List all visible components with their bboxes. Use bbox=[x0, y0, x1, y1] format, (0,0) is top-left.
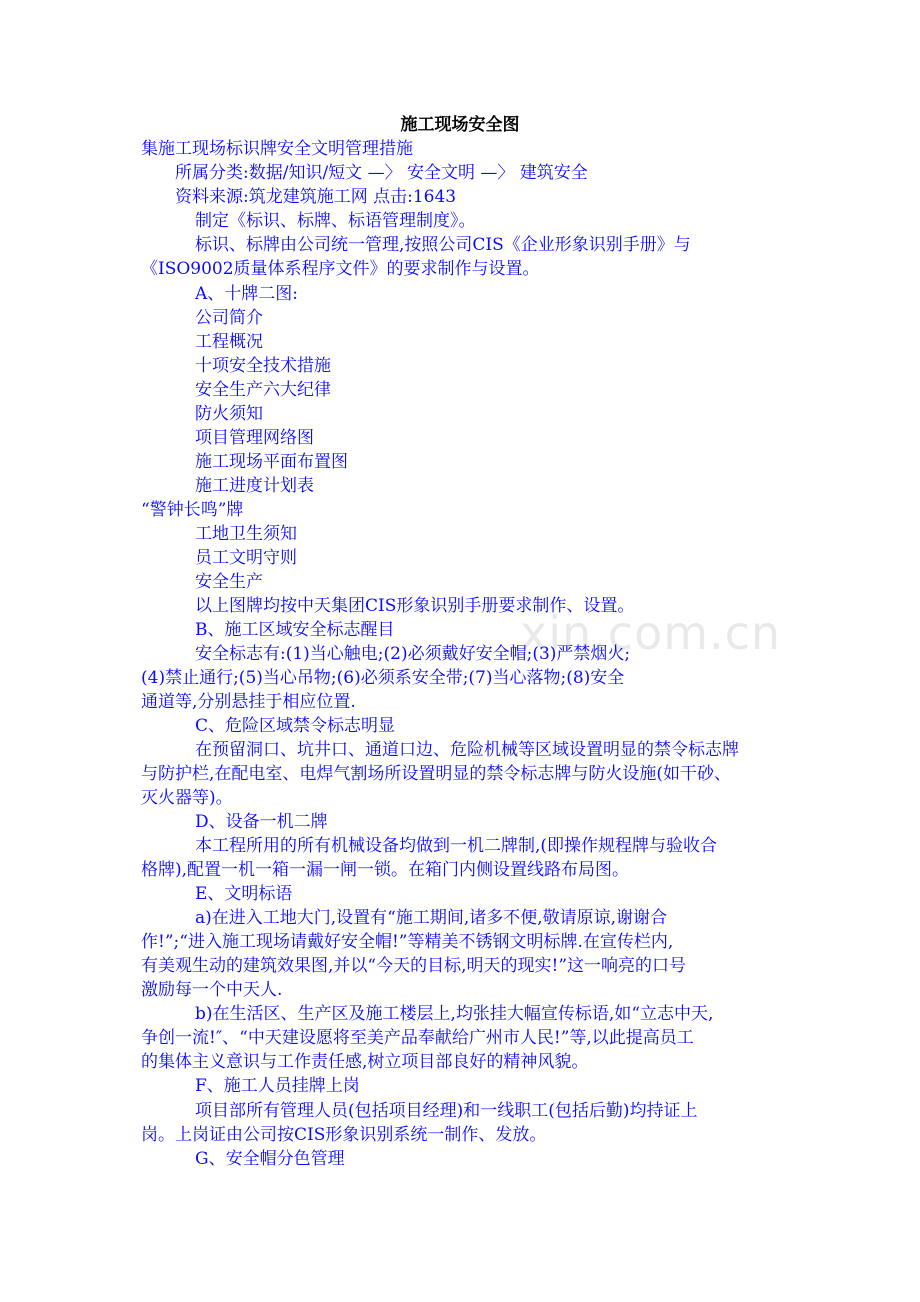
doc-line: 作!”;“进入施工现场请戴好安全帽!”等精美不锈钢文明标牌.在宣传栏内, bbox=[141, 932, 674, 952]
doc-line: 工程概况 bbox=[195, 332, 263, 352]
doc-line: 争创一流!″、“中天建设愿将至美产品奉献给广州市人民!”等,以此提高员工 bbox=[141, 1028, 694, 1048]
doc-line: 《ISO9002质量体系程序文件》的要求制作与设置。 bbox=[141, 259, 540, 279]
doc-line: 项目部所有管理人员(包括项目经理)和一线职工(包括后勤)均持证上 bbox=[195, 1101, 698, 1121]
doc-line: A、十牌二图: bbox=[195, 284, 299, 304]
doc-line: 格牌),配置一机一箱一漏一闸一锁。在箱门内侧设置线路布局图。 bbox=[141, 860, 630, 880]
doc-line: 公司简介 bbox=[195, 308, 263, 328]
doc-line: 在预留洞口、坑井口、通道口边、危险机械等区域设置明显的禁令标志牌 bbox=[195, 740, 739, 760]
doc-line: G、安全帽分色管理 bbox=[195, 1149, 345, 1169]
doc-line: 施工进度计划表 bbox=[195, 476, 314, 496]
doc-line: 本工程所用的所有机械设备均做到一机二牌制,(即操作规程牌与验收合 bbox=[195, 836, 718, 856]
doc-line: 灭火器等)。 bbox=[141, 788, 233, 808]
doc-line: 与防护栏,在配电室、电焊气割场所设置明显的禁令标志牌与防火设施(如干砂、 bbox=[141, 764, 732, 784]
doc-line: 以上图牌均按中天集团CIS形象识别手册要求制作、设置。 bbox=[195, 596, 635, 616]
doc-line: 有美观生动的建筑效果图,并以“今天的目标,明天的现实!”这一响亮的口号 bbox=[141, 956, 687, 976]
doc-line: B、施工区域安全标志醒目 bbox=[195, 620, 395, 640]
doc-line: F、施工人员挂牌上岗 bbox=[195, 1076, 360, 1096]
doc-line: 岗。上岗证由公司按CIS形象识别系统一制作、发放。 bbox=[141, 1125, 547, 1145]
doc-line: D、设备一机二牌 bbox=[195, 812, 328, 832]
doc-line: 安全生产六大纪律 bbox=[195, 380, 331, 400]
watermark: xin.com.cn bbox=[520, 606, 782, 660]
doc-line: 项目管理网络图 bbox=[195, 428, 314, 448]
doc-line: 安全标志有:(1)当心触电;(2)必须戴好安全帽;(3)严禁烟火; bbox=[195, 644, 631, 664]
doc-line: 通道等,分别悬挂于相应位置. bbox=[141, 692, 356, 712]
doc-line: 的集体主义意识与工作责任感,树立项目部良好的精神风貌。 bbox=[141, 1052, 589, 1072]
doc-line: 十项安全技术措施 bbox=[195, 356, 331, 376]
doc-line: a)在进入工地大门,设置有“施工期间,诸多不便,敬请原谅,谢谢合 bbox=[195, 908, 668, 928]
doc-line: “警钟长鸣”牌 bbox=[141, 500, 244, 520]
doc-line: 施工现场平面布置图 bbox=[195, 452, 348, 472]
doc-line: E、文明标语 bbox=[195, 884, 293, 904]
doc-line: 安全生产 bbox=[195, 572, 263, 592]
doc-line: 所属分类:数据/知识/短文 —〉 安全文明 —〉 建筑安全 bbox=[175, 163, 588, 183]
doc-line: 制定《标识、标牌、标语管理制度》。 bbox=[195, 211, 476, 231]
doc-line: 工地卫生须知 bbox=[195, 524, 297, 544]
doc-line: 防火须知 bbox=[195, 404, 263, 424]
doc-line: 员工文明守则 bbox=[195, 548, 297, 568]
doc-line: 激励每一个中天人. bbox=[141, 980, 283, 1000]
doc-line: b)在生活区、生产区及施工楼层上,均张挂大幅宣传标语,如“立志中天, bbox=[195, 1004, 714, 1024]
doc-line: 集施工现场标识牌安全文明管理措施 bbox=[141, 139, 413, 159]
doc-line: 资料来源:筑龙建筑施工网 点击:1643 bbox=[175, 187, 457, 207]
doc-line: C、危险区域禁令标志明显 bbox=[195, 716, 396, 736]
page-title: 施工现场安全图 bbox=[400, 115, 520, 135]
doc-line: 标识、标牌由公司统一管理,按照公司CIS《企业形象识别手册》与 bbox=[195, 235, 691, 255]
doc-line: (4)禁止通行;(5)当心吊物;(6)必须系安全带;(7)当心落物;(8)安全 bbox=[141, 668, 625, 688]
